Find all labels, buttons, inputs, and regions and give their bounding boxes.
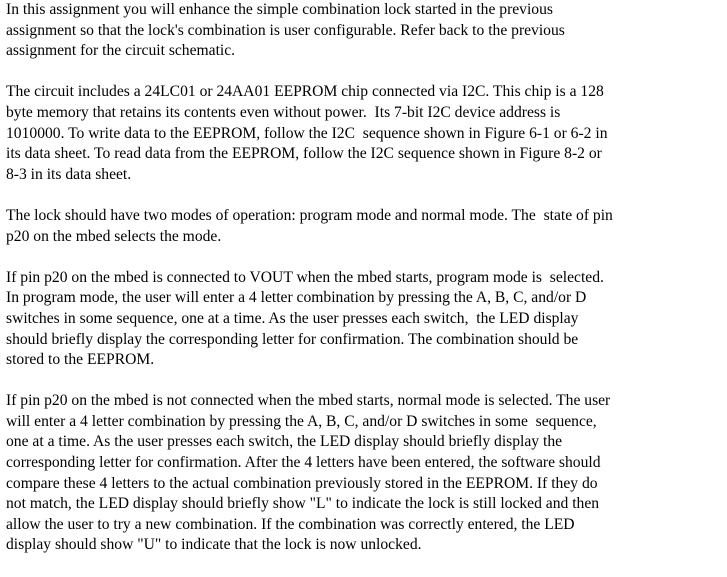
text-line: switches in some sequence, one at a time. As the user presses each switch, the LED display (6, 309, 579, 327)
text-line: display should show "U" to indicate that the lock is now unlocked. (6, 536, 422, 554)
text-line: p20 on the mbed selects the mode. (6, 227, 222, 245)
text-line: In this assignment you will enhance the simple combination lock started in the previous (6, 1, 553, 18)
text-line: its data sheet. To read data from the EEPROM, follow the I2C sequence shown in Figure 8-2 or (6, 145, 602, 163)
text-line: should briefly display the corresponding letter for confirmation. The combination should be (6, 330, 579, 348)
text-line: not match, the LED display should briefly show "L" to indicate the lock is still locked and then (6, 495, 600, 513)
text-line: stored to the EEPROM. (6, 351, 155, 369)
text-line: will enter a 4 letter combination by pressing the A, B, C, and/or D switches in some sequence, (6, 412, 597, 430)
text-line: If pin p20 on the mbed is connected to VOUT when the mbed starts, program mode is selected. (6, 268, 604, 286)
paragraph-circuit (6, 82, 722, 185)
text-line: one at a time. As the user presses each switch, the LED display should briefly display the (6, 433, 563, 451)
paragraph-normal-mode (6, 391, 722, 556)
text-line: assignment for the circuit schematic. (6, 42, 236, 60)
text-line: The circuit includes a 24LC01 or 24AA01 EEPROM chip connected via I2C. This chip is a 128 (6, 83, 604, 101)
text-line: 1010000. To write data to the EEPROM, follow the I2C sequence shown in Figure 6-1 or 6-2 in (6, 124, 608, 142)
text-line: compare these 4 letters to the actual combination previously stored in the EEPROM. If they do (6, 474, 598, 492)
paragraph-program-mode (6, 268, 722, 371)
text-line: In program mode, the user will enter a 4 letter combination by pressing the A, B, C, and/or D (6, 289, 587, 307)
paragraph-modes (6, 206, 722, 247)
paragraph-intro (6, 0, 722, 62)
text-line: If pin p20 on the mbed is not connected when the mbed starts, normal mode is selected. The user (6, 392, 611, 410)
text-line: allow the user to try a new combination. If the combination was correctly entered, the LED (6, 515, 575, 533)
text-line: 8-3 in its data sheet. (6, 165, 132, 183)
document-body (6, 0, 722, 577)
text-line: corresponding letter for confirmation. After the 4 letters have been entered, the software should (6, 454, 601, 472)
text-line: byte memory that retains its contents even without power. Its 7-bit I2C device address is (6, 103, 561, 121)
text-line: assignment so that the lock's combination is user configurable. Refer back to the previous (6, 21, 565, 39)
text-line: The lock should have two modes of operation: program mode and normal mode. The state of pin (6, 206, 613, 224)
